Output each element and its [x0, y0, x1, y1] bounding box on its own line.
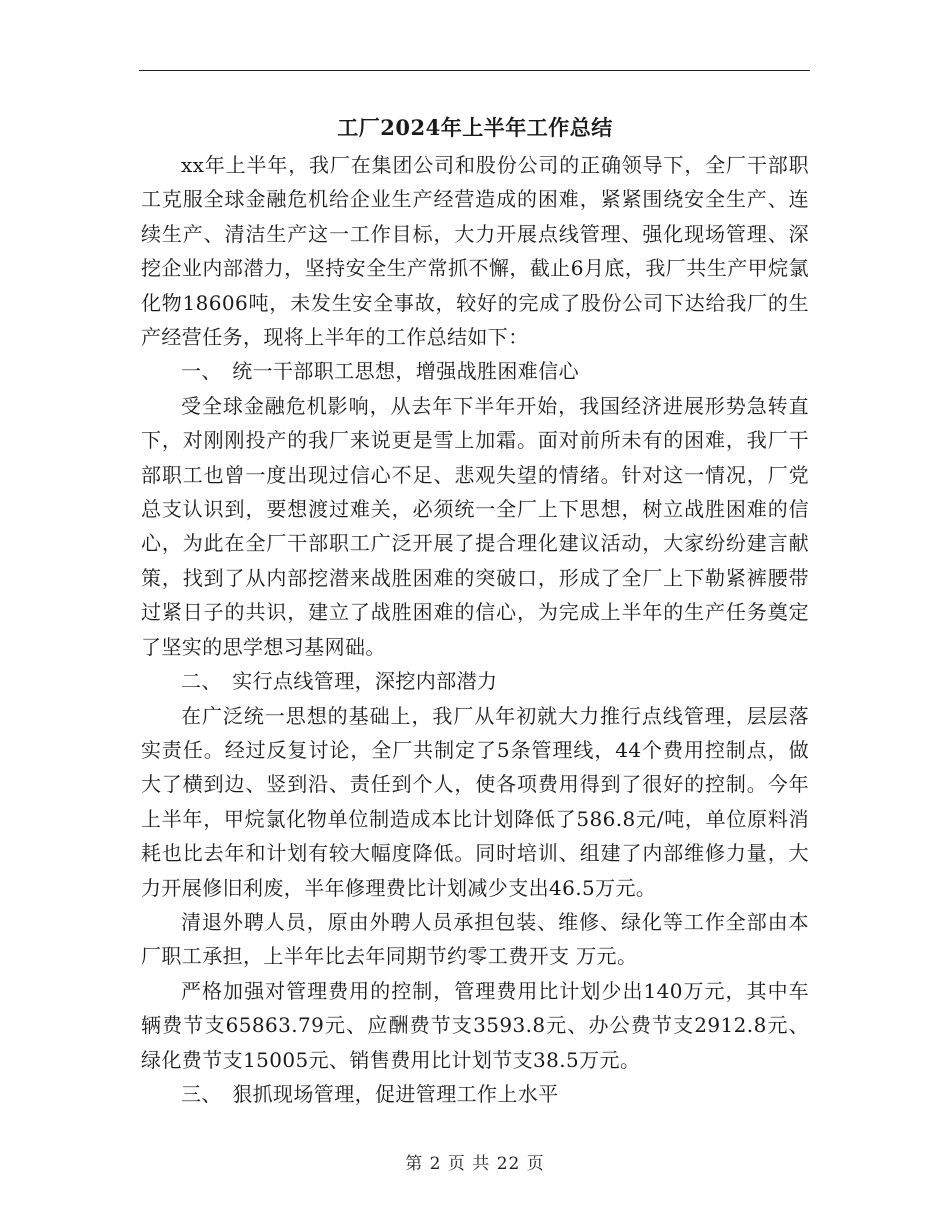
document-body — [141, 108, 809, 1111]
paragraph-section-1: 受全球金融危机影响，从去年下半年开始，我国经济进展形势急转直下，对刚刚投产的我厂来说更是雪上加霜。面对前所未有的困难，我厂干部职工也曾一度出现过信心不足、悲观失望的情绪。针对这一情况，厂党总支认识到，要想渡过难关，必须统一全厂上下思想，树立战胜困难的信心，为此在全厂干部职工广泛开展了提合理化建议活动，大家纷纷建言献策，找到了从内部挖潜来战胜困难的突破口，形成了全厂上下勒紧裤腰带过紧日子的共识，建立了战胜困难的信心，为完成上半年的生产任务奠定了坚实的思学想习基网础。 — [141, 393, 809, 659]
section-heading-2: 二、 实行点线管理，深挖内部潜力 — [181, 669, 498, 694]
paragraph-section-2-a: 在广泛统一思想的基础上，我厂从年初就大力推行点线管理，层层落实责任。经过反复讨论，全厂共制定了5条管理线，44个费用控制点，做大了横到边、竖到沿、责任到个人，使各项费用得到了很好的控制。今年上半年，甲烷氯化物单位制造成本比计划降低了586.8元/吨，单位原料消耗也比去年和计划有较大幅度降低。同时培训、组建了内部维修力量，大力开展修旧利废，半年修理费比计划减少支出46.5万元。 — [141, 703, 809, 900]
header-rule — [139, 70, 810, 71]
document-title: 工厂2024年上半年工作总结 — [337, 115, 613, 140]
paragraph-intro: xx年上半年，我厂在集团公司和股份公司的正确领导下，全厂干部职工克服全球金融危机给企业生产经营造成的困难，紧紧围绕安全生产、连续生产、清洁生产这一工作目标，大力开展点线管理、强化现场管理、深挖企业内部潜力，坚持安全生产常抓不懈，截止6月底，我厂共生产甲烷氯化物18606吨，未发生安全事故，较好的完成了股份公司下达给我厂的生产经营任务，现将上半年的工作总结如下： — [141, 153, 809, 350]
paragraph-section-2-b: 清退外聘人员，原由外聘人员承担包装、维修、绿化等工作全部由本厂职工承担，上半年比去年同期节约零工费开支 万元。 — [141, 909, 809, 969]
section-heading-3: 三、 狠抓现场管理，促进管理工作上水平 — [181, 1081, 559, 1106]
page-number-footer: 第 2 页 共 22 页 — [405, 1154, 545, 1174]
paragraph-section-2-c: 严格加强对管理费用的控制，管理费用比计划少出140万元，其中车辆费节支65863.79元、应酬费节支3593.8元、办公费节支2912.8元、绿化费节支15005元、销售费用比计划节支38.5万元。 — [141, 978, 809, 1072]
section-heading-1: 一、 统一干部职工思想，增强战胜困难信心 — [181, 359, 579, 384]
